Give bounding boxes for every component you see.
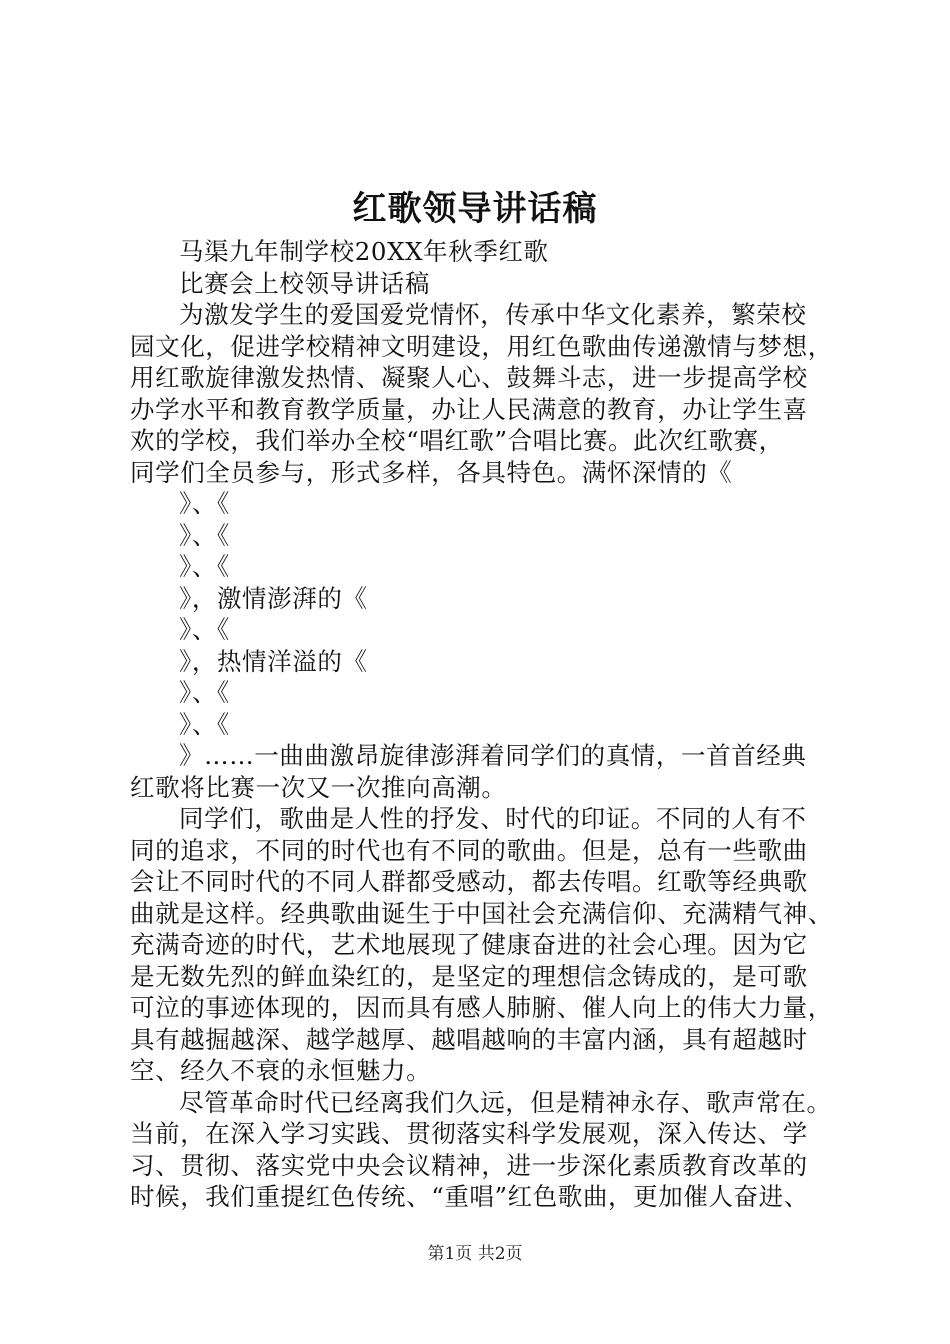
paragraph-line: 同学们，歌曲是人性的抒发、时代的印证。不同的人有不 (179, 804, 807, 833)
paragraph-line: 同的追求，不同的时代也有不同的歌曲。但是，总有一些歌曲 (130, 835, 808, 865)
paragraph-line: 可泣的事迹体现的，因而具有感人肺腑、催人向上的伟大力量， (130, 993, 833, 1022)
paragraph-line: 曲就是这样。经典歌曲诞生于中国社会充满信仰、充满精气神、 (130, 898, 833, 928)
subtitle-line-1: 马渠九年制学校20XX年秋季红歌 (179, 237, 549, 266)
song-list-line: 》、《 (179, 520, 230, 550)
paragraph-line: 用红歌旋律激发热情、凝聚人心、鼓舞斗志，进一步提高学校 (130, 363, 808, 392)
paragraph-line: 当前，在深入学习实践、贯彻落实科学发展观，深入传达、学 (130, 1119, 808, 1148)
paragraph-line: 是无数先烈的鲜血染红的，是坚定的理想信念铸成的，是可歌 (130, 961, 808, 991)
song-list-line: 》，激情澎湃的《 (179, 583, 368, 613)
song-list-line: 》，热情洋溢的《 (179, 646, 368, 676)
paragraph-line: 欢的学校，我们举办全校“唱红歌”合唱比赛。此次红歌赛， (130, 426, 784, 455)
song-list-line: 》、《 (179, 709, 230, 739)
paragraph-line: 为激发学生的爱国爱党情怀，传承中华文化素养，繁荣校 (179, 300, 807, 329)
page-number-footer: 第1页 共2页 (427, 1244, 523, 1264)
paragraph-line: 时候，我们重提红色传统、“重唱”红色歌曲，更加催人奋进、 (130, 1182, 809, 1211)
song-list-line: 》、《 (179, 552, 230, 581)
document-title: 红歌领导讲话稿 (352, 189, 598, 229)
subtitle-line-2: 比赛会上校领导讲话稿 (179, 268, 430, 298)
paragraph-line: 办学水平和教育教学质量，办让人民满意的教育，办让学生喜 (130, 394, 808, 424)
paragraph-line: 习、贯彻、落实党中央会议精神，进一步深化素质教育改革的 (130, 1150, 808, 1180)
document-body (130, 236, 842, 1213)
paragraph-line: 》……一曲曲激昂旋律澎湃着同学们的真情，一首首经典 (179, 741, 807, 770)
paragraph-line: 同学们全员参与，形式多样，各具特色。满怀深情的《 (130, 457, 733, 487)
paragraph-line: 园文化，促进学校精神文明建设，用红色歌曲传递激情与梦想， (130, 331, 833, 361)
paragraph-line: 具有越掘越深、越学越厚、越唱越响的丰富内涵，具有超越时 (130, 1024, 808, 1054)
paragraph-line: 充满奇迹的时代，艺术地展现了健康奋进的社会心理。因为它 (130, 930, 808, 959)
paragraph-line: 尽管革命时代已经离我们久远，但是精神永存、歌声常在。 (179, 1087, 832, 1117)
paragraph-line: 空、经久不衰的永恒魅力。 (130, 1056, 432, 1085)
paragraph-line: 会让不同时代的不同人群都受感动，都去传唱。红歌等经典歌 (130, 867, 808, 896)
song-list-line: 》、《 (179, 489, 230, 518)
song-list-line: 》、《 (179, 678, 230, 707)
paragraph-line: 红歌将比赛一次又一次推向高潮。 (130, 772, 507, 802)
song-list-line: 》、《 (179, 615, 230, 644)
